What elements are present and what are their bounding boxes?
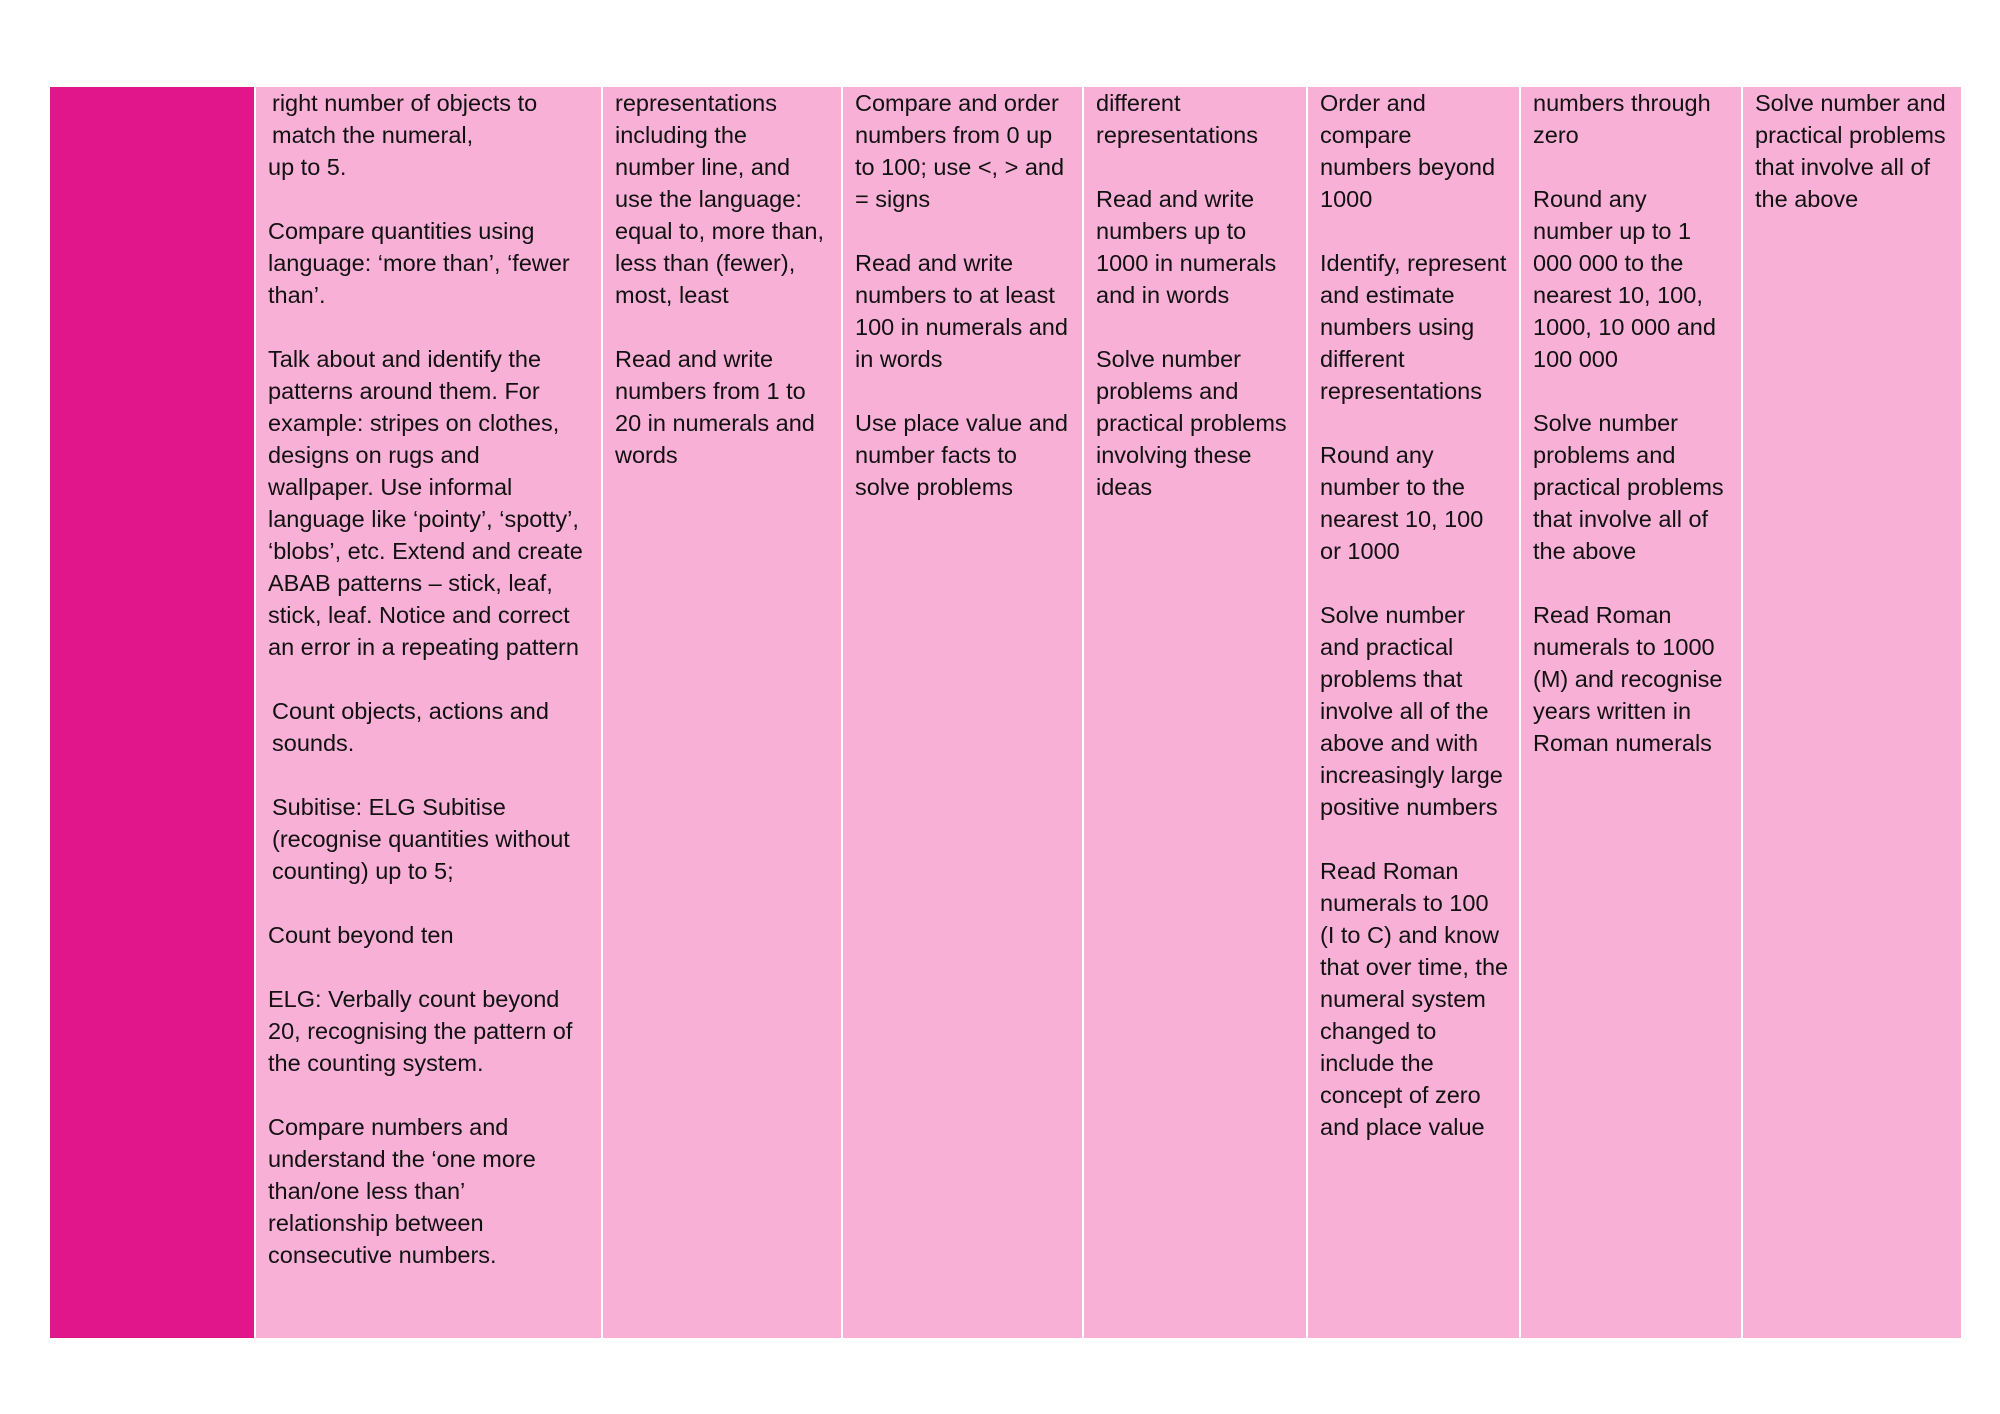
paragraph: Solve number and practical problems that involve all of the above [1755, 90, 1946, 212]
paragraph: Read and write numbers to at least 100 in numerals and in words [855, 250, 1068, 372]
paragraph: Compare and order numbers from 0 up to 100; use <, > and = signs [855, 90, 1065, 212]
cell-text [855, 87, 1072, 503]
cell-text [615, 87, 831, 471]
column-year5 [1521, 87, 1741, 1338]
column-year2 [843, 87, 1082, 1338]
cell-text [268, 87, 591, 1271]
column-year1 [603, 87, 841, 1338]
paragraph: Read and write numbers up to 1000 in numerals and in words [1096, 186, 1277, 308]
curriculum-table [50, 87, 1961, 1338]
paragraph: right number of objects to match the numeral, [272, 90, 538, 148]
paragraph: Talk about and identify the patterns around them. For example: stripes on clothes, designs on rugs and wallpaper. Use informal language like ‘pointy’, ‘spotty’, ‘blobs’, etc. Extend and create ABAB patterns – stick, leaf, stick, leaf. Notice and correct an error in a repeating pattern [268, 346, 583, 660]
cell-text [1320, 87, 1509, 1143]
paragraph: Compare numbers and understand the ‘one more than/one less than’ relationship between consecutive numbers. [268, 1114, 536, 1268]
paragraph: Solve number problems and practical problems that involve all of the above [1533, 410, 1724, 564]
paragraph: Round any number up to 1 000 000 to the nearest 10, 100, 1000, 10 000 and 100 000 [1533, 186, 1716, 372]
paragraph: Read and write numbers from 1 to 20 in numerals and words [615, 346, 815, 468]
paragraph: Read Roman numerals to 1000 (M) and recognise years written in Roman numerals [1533, 602, 1723, 756]
cell-text [1755, 87, 1951, 215]
paragraph: Subitise: ELG Subitise (recognise quantities without counting) up to 5; [272, 794, 570, 884]
column-year6 [1743, 87, 1961, 1338]
paragraph: Compare quantities using language: ‘more than’, ‘fewer than’. [268, 218, 570, 308]
column-year4 [1308, 87, 1519, 1338]
paragraph: Identify, represent and estimate numbers using different representations [1320, 250, 1507, 404]
paragraph: up to 5. [268, 154, 347, 180]
paragraph: Use place value and number facts to solve problems [855, 410, 1068, 500]
paragraph: Solve number and practical problems that involve all of the above and with increasingly large positive numbers [1320, 602, 1503, 820]
column-reception [256, 87, 601, 1338]
paragraph: numbers through zero [1533, 90, 1711, 148]
cell-text [1096, 87, 1296, 503]
column-year3 [1084, 87, 1306, 1338]
paragraph: Count beyond ten [268, 922, 454, 948]
paragraph: ELG: Verbally count beyond 20, recognising the pattern of the counting system. [268, 986, 573, 1076]
paragraph: representations including the number line, and use the language: equal to, more than, less than (fewer), most, least [615, 90, 825, 308]
paragraph: different representations [1096, 90, 1258, 148]
paragraph: Round any number to the nearest 10, 100 or 1000 [1320, 442, 1484, 564]
paragraph: Count objects, actions and sounds. [272, 698, 549, 756]
paragraph: Solve number problems and practical problems involving these ideas [1096, 346, 1287, 500]
row-header-cell [50, 87, 254, 1338]
paragraph: Read Roman numerals to 100 (I to C) and know that over time, the numeral system changed to include the concept of zero and place value [1320, 858, 1509, 1140]
paragraph: Order and compare numbers beyond 1000 [1320, 90, 1496, 212]
cell-text [1533, 87, 1731, 759]
